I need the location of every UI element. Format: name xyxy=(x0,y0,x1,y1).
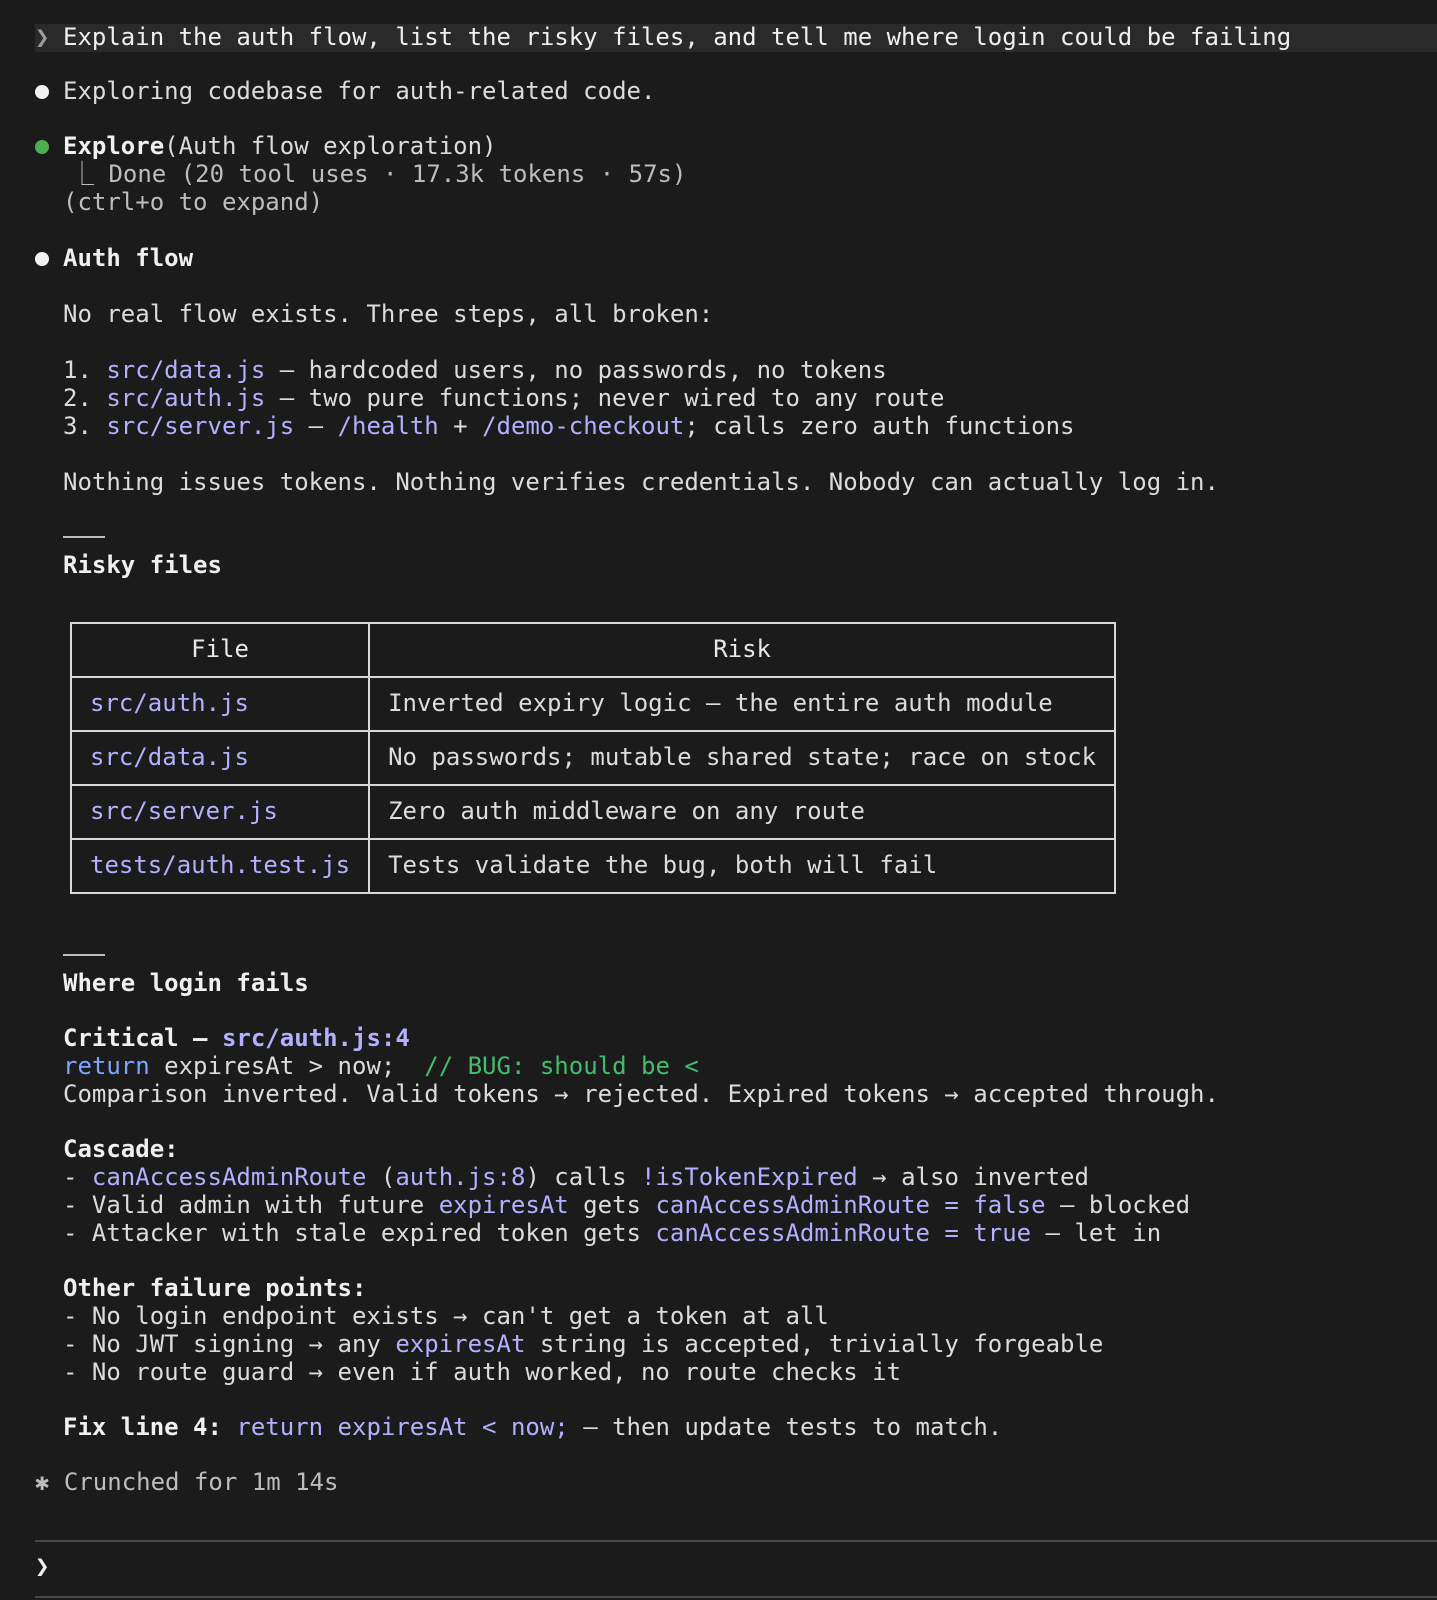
critical-explanation: Comparison inverted. Valid tokens → rejected. Expired tokens → accepted through. xyxy=(63,1080,1219,1108)
other-failure-item xyxy=(63,1331,1103,1359)
code-ref: !isTokenExpired xyxy=(641,1163,858,1191)
step-number: 3. xyxy=(63,412,92,440)
step-separator: — xyxy=(294,412,338,440)
risk-cell: Tests validate the bug, both will fail xyxy=(369,839,1115,893)
auth-flow-intro: No real flow exists. Three steps, all broken: xyxy=(63,300,714,328)
explore-tool-name: Explore xyxy=(63,132,165,160)
fix-label: Fix line 4: xyxy=(63,1413,222,1441)
column-header-file: File xyxy=(71,623,369,677)
step-description: ; calls zero auth functions xyxy=(684,412,1075,440)
code-ref: expiresAt xyxy=(395,1330,526,1358)
cascade-text: - Valid admin with future xyxy=(63,1191,439,1219)
risk-cell: Inverted expiry logic — the entire auth module xyxy=(369,677,1115,731)
critical-path-link[interactable]: src/auth.js:4 xyxy=(221,1024,410,1052)
branch-connector-icon: ⎿ xyxy=(70,160,94,188)
fix-code: return expiresAt < now; xyxy=(236,1413,569,1441)
cascade-text: ) calls xyxy=(525,1163,641,1191)
user-prompt-text: Explain the auth flow, list the risky files, and tell me where login could be failing xyxy=(63,23,1292,51)
cascade-text: - Attacker with stale expired token gets xyxy=(63,1219,656,1247)
cascade-text: → also inverted xyxy=(857,1163,1089,1191)
message-bullet-icon xyxy=(35,252,49,266)
risky-files-table xyxy=(70,622,1116,894)
explore-done-text: Done (20 tool uses · 17.3k tokens · 57s) xyxy=(108,160,687,188)
input-top-border xyxy=(35,1540,1437,1542)
step-file-link[interactable]: src/auth.js xyxy=(106,384,266,412)
explore-tool-args: (Auth flow exploration) xyxy=(164,132,497,160)
fix-line xyxy=(63,1414,1002,1442)
step-description: two pure functions; never wired to any route xyxy=(308,384,945,412)
cascade-item xyxy=(63,1220,1161,1248)
code-keyword: return xyxy=(63,1052,150,1080)
auth-flow-summary: Nothing issues tokens. Nothing verifies credentials. Nobody can actually log in. xyxy=(63,468,1219,496)
file-cell[interactable]: src/auth.js xyxy=(71,677,369,731)
cascade-text: ( xyxy=(366,1163,396,1191)
code-ref: canAccessAdminRoute = true xyxy=(655,1219,1032,1247)
cascade-text: gets xyxy=(568,1191,656,1219)
auth-flow-heading: Auth flow xyxy=(63,244,194,272)
code-comment: // BUG: should be < xyxy=(424,1052,699,1080)
step-separator: — xyxy=(265,356,309,384)
risky-files-heading: Risky files xyxy=(63,551,222,579)
step-number: 2. xyxy=(63,384,92,412)
other-failure-item xyxy=(63,1359,901,1387)
route-health: /health xyxy=(337,412,439,440)
failure-text: - No JWT signing → any xyxy=(63,1330,396,1358)
table-header-row xyxy=(71,623,1115,677)
table-row xyxy=(71,785,1115,839)
critical-line xyxy=(63,1025,410,1053)
cascade-text: — let in xyxy=(1031,1219,1162,1247)
code-expression: expiresAt > now; xyxy=(149,1052,425,1080)
table-row xyxy=(71,677,1115,731)
prompt-chevron-icon: ❯ xyxy=(35,23,50,51)
file-cell[interactable]: tests/auth.test.js xyxy=(71,839,369,893)
cascade-text: — blocked xyxy=(1045,1191,1191,1219)
message-bullet-icon xyxy=(35,85,49,99)
completion-status xyxy=(35,1469,338,1497)
auth-flow-step xyxy=(63,413,1075,441)
table-row xyxy=(71,731,1115,785)
route-plus: + xyxy=(438,412,483,440)
step-file-link[interactable]: src/server.js xyxy=(106,412,295,440)
failure-text: - No route guard → even if auth worked, no route checks it xyxy=(63,1358,902,1386)
cascade-item xyxy=(63,1164,1089,1192)
file-cell[interactable]: src/data.js xyxy=(71,731,369,785)
other-failures-heading: Other failure points: xyxy=(63,1274,367,1302)
step-file-link[interactable]: src/data.js xyxy=(106,356,266,384)
chat-input[interactable] xyxy=(35,1553,1415,1581)
column-header-risk: Risk xyxy=(369,623,1115,677)
expand-hint[interactable]: (ctrl+o to expand) xyxy=(63,188,324,216)
auth-flow-step xyxy=(63,357,887,385)
code-ref: expiresAt xyxy=(438,1191,569,1219)
cascade-text: - xyxy=(63,1163,92,1191)
risk-cell: Zero auth middleware on any route xyxy=(369,785,1115,839)
other-failure-item xyxy=(63,1303,829,1331)
table-row xyxy=(71,839,1115,893)
auth-flow-step xyxy=(63,385,944,413)
asterisk-icon: ✱ xyxy=(35,1468,50,1496)
step-separator: — xyxy=(265,384,309,412)
code-ref: auth.js:8 xyxy=(395,1163,526,1191)
step-number: 1. xyxy=(63,356,92,384)
input-bottom-border xyxy=(35,1596,1437,1598)
explore-tool-line[interactable] xyxy=(63,133,497,161)
login-fails-heading: Where login fails xyxy=(63,969,309,997)
explore-done-line xyxy=(70,161,686,189)
failure-text: - No login endpoint exists → can't get a token at all xyxy=(63,1302,829,1330)
fix-text: — then update tests to match. xyxy=(568,1413,1003,1441)
failure-text: string is accepted, trivially forgeable xyxy=(525,1330,1104,1358)
section-separator xyxy=(63,536,105,538)
code-ref: canAccessAdminRoute = false xyxy=(655,1191,1046,1219)
cascade-item xyxy=(63,1192,1190,1220)
route-demo-checkout: /demo-checkout xyxy=(482,412,685,440)
crunched-time: Crunched for 1m 14s xyxy=(63,1468,339,1496)
tool-success-bullet-icon xyxy=(35,140,49,154)
step-description: hardcoded users, no passwords, no tokens xyxy=(308,356,887,384)
code-ref: canAccessAdminRoute xyxy=(91,1163,367,1191)
cascade-heading: Cascade: xyxy=(63,1135,179,1163)
code-line xyxy=(63,1053,699,1081)
section-separator xyxy=(63,954,105,956)
status-exploring: Exploring codebase for auth-related code. xyxy=(63,77,656,105)
file-cell[interactable]: src/server.js xyxy=(71,785,369,839)
critical-label: Critical — xyxy=(63,1024,222,1052)
risk-cell: No passwords; mutable shared state; race on stock xyxy=(369,731,1115,785)
input-chevron-icon: ❯ xyxy=(35,1552,50,1580)
